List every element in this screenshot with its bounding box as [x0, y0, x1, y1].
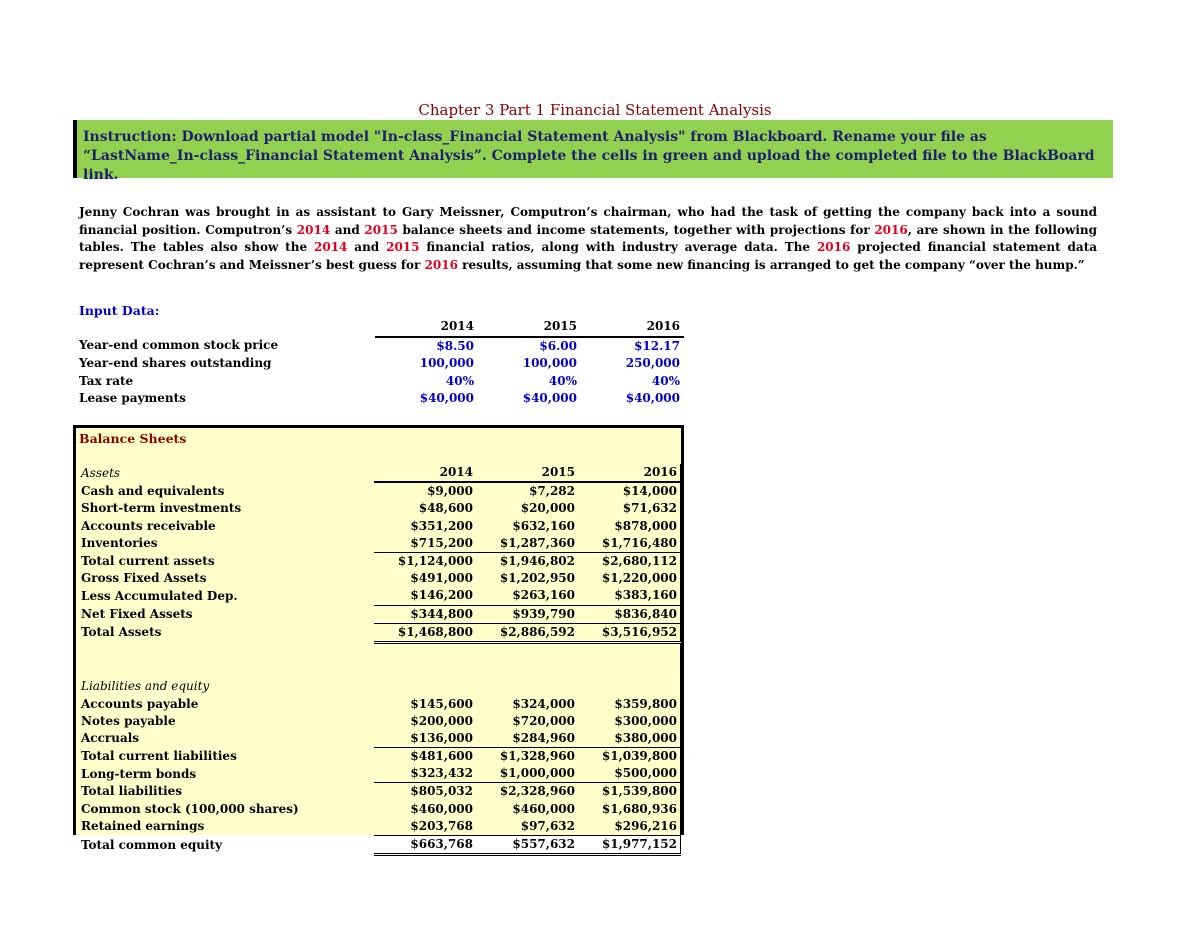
row-label: Short-term investments: [81, 501, 242, 516]
cell[interactable]: $97,632: [476, 818, 578, 836]
year-header: 2014: [374, 464, 476, 482]
table-row: [78, 730, 681, 748]
table-row: [78, 695, 681, 712]
row-label: Gross Fixed Assets: [81, 571, 207, 586]
input-row: [78, 373, 684, 391]
table-row: [78, 482, 681, 500]
input-cell[interactable]: 250,000: [625, 356, 680, 370]
cell[interactable]: $344,800: [374, 605, 476, 623]
input-row: [78, 355, 684, 373]
year-header: 2015: [476, 464, 578, 482]
row-label: Year-end shares outstanding: [79, 356, 272, 370]
table-row: [78, 765, 681, 783]
intro-paragraph: Jenny Cochran was brought in as assistant to Gary Meissner, Computron’s chairman, who had the task of getting the company back into a sound financial position. Computron’s 2014 and 2015 balance sheets and income statements, together with projections for 2016, are shown in the following tables. The tables also show the 2014 and 2015 financial ratios, along with industry average data. The 2016 projected financial statement data represent Cochran’s and Meissner’s best guess for 2016 results, assuming that some new financing is arranged to get the company “over the hump.”: [79, 205, 1098, 272]
cell[interactable]: $2,328,960: [499, 784, 575, 799]
balance-sheet-panel: [73, 425, 684, 852]
cell[interactable]: $284,960: [476, 730, 578, 748]
table-row: [78, 783, 681, 801]
row-label: Net Fixed Assets: [81, 606, 193, 621]
row-label: Accounts receivable: [81, 518, 216, 533]
table-row: [78, 552, 681, 570]
cell[interactable]: $1,680,936: [578, 801, 681, 818]
input-cell[interactable]: $40,000: [522, 391, 577, 405]
row-label: Less Accumulated Dep.: [81, 588, 238, 603]
cell[interactable]: $145,600: [410, 696, 473, 711]
cell[interactable]: $1,039,800: [578, 748, 681, 766]
row-label: Total Assets: [81, 625, 162, 640]
cell[interactable]: $324,000: [512, 696, 575, 711]
row-label: Lease payments: [79, 391, 186, 405]
cell[interactable]: $491,000: [410, 571, 473, 586]
row-label: Total common equity: [81, 837, 223, 852]
cell[interactable]: $481,600: [410, 749, 473, 764]
cell[interactable]: $1,202,950: [499, 571, 575, 586]
input-cell[interactable]: $8.50: [436, 338, 474, 353]
cell[interactable]: $1,287,360: [476, 535, 578, 553]
year-header: 2015: [478, 318, 581, 337]
cell[interactable]: $878,000: [578, 518, 681, 535]
instruction-banner: Instruction: Download partial model "In-class_Financial Statement Analysis" from Blackboard. Rename your file as “LastName_In-class_Financial Statement Analysis”. Complete the cells in green and upload the completed file to the BlackBoard link.: [73, 120, 1113, 178]
cell[interactable]: $1,977,152: [578, 835, 681, 854]
input-data-table: [78, 318, 684, 408]
row-label: Retained earnings: [81, 819, 205, 834]
row-label: Accounts payable: [81, 696, 199, 711]
cell[interactable]: $380,000: [578, 730, 681, 748]
input-row: [78, 390, 684, 408]
year-header: 2014: [375, 318, 478, 337]
cell[interactable]: $720,000: [512, 713, 575, 728]
row-label: Cash and equivalents: [81, 483, 225, 498]
table-row: [78, 713, 681, 730]
row-label: Common stock (100,000 shares): [81, 801, 299, 816]
row-label: Accruals: [81, 731, 140, 746]
cell[interactable]: $359,800: [578, 695, 681, 712]
cell[interactable]: $460,000: [410, 801, 473, 816]
row-label: Tax rate: [79, 373, 134, 388]
year-header: 2016: [581, 318, 684, 337]
row-label: Notes payable: [81, 713, 176, 728]
row-label: Total liabilities: [81, 784, 183, 799]
row-label: Total current assets: [81, 553, 215, 568]
table-row: [78, 623, 681, 642]
input-cell[interactable]: 100,000: [522, 356, 577, 370]
cell[interactable]: $48,600: [418, 501, 473, 516]
liabilities-header-row: [78, 678, 681, 695]
row-label: Year-end common stock price: [79, 338, 279, 352]
assets-header-row: [78, 464, 681, 482]
cell[interactable]: $146,200: [374, 587, 476, 605]
input-cell[interactable]: 100,000: [419, 356, 474, 370]
cell[interactable]: $1,220,000: [578, 570, 681, 587]
input-cell[interactable]: $40,000: [625, 391, 680, 405]
cell[interactable]: $1,716,480: [578, 535, 681, 553]
table-row: [78, 605, 681, 623]
cell[interactable]: $20,000: [520, 501, 575, 516]
cell[interactable]: $263,160: [476, 587, 578, 605]
row-label: Long-term bonds: [81, 766, 197, 781]
cell[interactable]: $460,000: [512, 801, 575, 816]
assets-section-label: Assets: [81, 465, 121, 480]
table-row: [78, 818, 681, 836]
table-row: [78, 570, 681, 587]
spacer-row: [78, 661, 681, 678]
table-row: [78, 748, 681, 766]
cell[interactable]: $500,000: [578, 765, 681, 783]
input-header-row: [78, 318, 684, 337]
cell[interactable]: $1,468,800: [374, 623, 476, 642]
cell[interactable]: $200,000: [410, 713, 473, 728]
table-row: [78, 535, 681, 553]
cell[interactable]: $557,632: [476, 835, 578, 854]
cell[interactable]: $1,946,802: [499, 554, 575, 569]
row-label: Total current liabilities: [81, 748, 237, 763]
cell[interactable]: $296,216: [578, 818, 681, 836]
cell[interactable]: $1,539,800: [578, 783, 681, 801]
table-row: [78, 500, 681, 517]
cell[interactable]: $1,000,000: [476, 765, 578, 783]
cell[interactable]: $1,124,000: [397, 554, 473, 569]
spacer-row: [78, 642, 681, 661]
cell[interactable]: $2,886,592: [476, 623, 578, 642]
cell[interactable]: $1,328,960: [499, 749, 575, 764]
cell[interactable]: $383,160: [578, 587, 681, 605]
cell[interactable]: $14,000: [578, 482, 681, 500]
table-row: [78, 518, 681, 535]
table-row: [78, 587, 681, 605]
input-data-label: Input Data:: [79, 303, 160, 318]
input-cell[interactable]: $40,000: [419, 391, 474, 405]
cell[interactable]: $351,200: [410, 518, 473, 533]
input-row: [78, 337, 684, 356]
cell[interactable]: $9,000: [427, 484, 473, 499]
balance-sheet-table: [78, 464, 681, 856]
cell[interactable]: $203,768: [374, 818, 476, 836]
liabilities-section-label: Liabilities and equity: [81, 679, 210, 694]
input-cell[interactable]: 40%: [548, 373, 577, 388]
input-cell[interactable]: $6.00: [539, 338, 577, 353]
input-cell[interactable]: 40%: [445, 373, 474, 388]
cell[interactable]: $632,160: [512, 518, 575, 533]
cell[interactable]: $939,790: [476, 605, 578, 623]
balance-sheet-title: Balance Sheets: [79, 431, 187, 446]
cell[interactable]: $71,632: [578, 500, 681, 517]
cell[interactable]: $663,768: [374, 835, 476, 854]
cell[interactable]: $805,032: [410, 784, 473, 799]
input-cell[interactable]: 40%: [651, 373, 680, 388]
cell[interactable]: $715,200: [374, 535, 476, 553]
cell[interactable]: $836,840: [578, 605, 681, 623]
cell[interactable]: $7,282: [529, 484, 575, 499]
cell[interactable]: $300,000: [578, 713, 681, 730]
cell[interactable]: $323,432: [374, 765, 476, 783]
table-row: [78, 835, 681, 854]
table-row: [78, 801, 681, 818]
cell[interactable]: $136,000: [374, 730, 476, 748]
cell[interactable]: $3,516,952: [578, 623, 681, 642]
page-title: Chapter 3 Part 1 Financial Statement Analysis: [418, 101, 772, 119]
row-label: Inventories: [81, 536, 158, 551]
input-cell[interactable]: $12.17: [634, 338, 680, 353]
cell[interactable]: $2,680,112: [578, 552, 681, 570]
year-header: 2016: [578, 464, 681, 482]
